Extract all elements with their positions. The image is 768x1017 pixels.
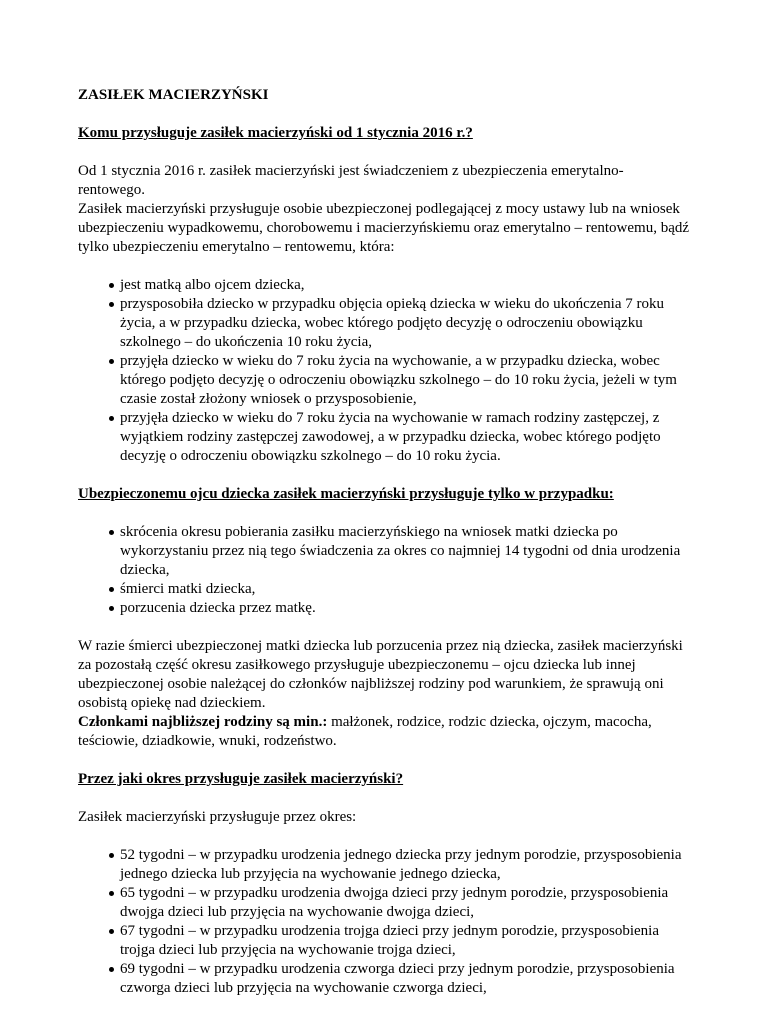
family-members-line (78, 713, 690, 751)
list-item (78, 922, 690, 960)
list-item (78, 846, 690, 884)
section1-intro-line-2: Zasiłek macierzyński przysługuje osobie ubezpieczonej podlegającej z mocy ustawy lub na wniosek ubezpieczeniu wypadkowemu, chorobowemu i macierzyńskiemu oraz emerytalno – rentowemu, bądź tylko ubezpieczeniu emerytalno – rentowemu, która: (78, 201, 690, 255)
section1-bullet-list (78, 276, 690, 466)
document-content (78, 86, 690, 1017)
section2-paragraph-block (78, 637, 690, 751)
list-item (78, 960, 690, 998)
list-item-text: porzucenia dziecka przez matkę. (120, 600, 316, 616)
section1-intro (78, 162, 690, 257)
list-item (78, 276, 690, 295)
list-item-text: 69 tygodni – w przypadku urodzenia czworga dzieci przy jednym porodzie, przysposobienia czworga dzieci lub przyjęcia na wychowanie czworga dzieci, (120, 961, 675, 996)
list-item-text: przyjęła dziecko w wieku do 7 roku życia na wychowanie w ramach rodziny zastępczej, z wyjątkiem rodziny zastępczej zawodowej, a w przypadku dziecka, wobec którego podjęto decyzję o odroczeniu obowiązku szkolnego – do 10 roku życia. (120, 410, 661, 464)
list-item (78, 580, 690, 599)
list-item (78, 352, 690, 409)
list-item-text: przyjęła dziecko w wieku do 7 roku życia na wychowanie, a w przypadku dziecka, wobec którego podjęto decyzję o odroczeniu obowiązku szkolnego – do 10 roku życia, jeżeli w tym czasie został złożony wniosek o przysposobienie, (120, 353, 677, 407)
section2-heading: Ubezpieczonemu ojcu dziecka zasiłek macierzyński przysługuje tylko w przypadku: (78, 486, 614, 502)
section3-bullet-list (78, 846, 690, 998)
section3-intro: Zasiłek macierzyński przysługuje przez okres: (78, 809, 357, 825)
list-item-text: jest matką albo ojcem dziecka, (120, 277, 305, 293)
list-item-text: skrócenia okresu pobierania zasiłku macierzyńskiego na wniosek matki dziecka po wykorzystaniu przez nią tego świadczenia za okres co najmniej 14 tygodni od dnia urodzenia dziecka, (120, 524, 681, 578)
list-item (78, 409, 690, 466)
list-item (78, 295, 690, 352)
list-item-text: śmierci matki dziecka, (120, 581, 256, 597)
family-members-text: małżonek, rodzice, rodzic dziecka, ojczym, macocha, teściowie, dziadkowie, wnuki, rodzeństwo. (78, 714, 652, 749)
list-item (78, 884, 690, 922)
list-item-text: 67 tygodni – w przypadku urodzenia trojga dzieci przy jednym porodzie, przysposobienia trojga dzieci lub przyjęcia na wychowanie trojga dzieci, (120, 923, 660, 958)
list-item-text: 52 tygodni – w przypadku urodzenia jednego dziecka przy jednym porodzie, przysposobienia jednego dziecka lub przyjęcia na wychowanie jednego dziecka, (120, 847, 682, 882)
list-item (78, 523, 690, 580)
section1-intro-line-1: Od 1 stycznia 2016 r. zasiłek macierzyński jest świadczeniem z ubezpieczenia emerytalno- rentowego. (78, 163, 624, 198)
list-item-text: przysposobiła dziecko w przypadku objęcia opieką dziecka w wieku do ukończenia 7 roku życia, a w przypadku dziecka, wobec którego podjęto decyzję o odroczeniu obowiązku szkolnego – do ukończenia 10 roku życia, (120, 296, 664, 350)
section1-heading: Komu przysługuje zasiłek macierzyński od 1 stycznia 2016 r.? (78, 125, 473, 141)
family-members-label: Członkami najbliższej rodziny są min.: (78, 714, 328, 730)
section3-heading: Przez jaki okres przysługuje zasiłek macierzyński? (78, 771, 404, 787)
list-item (78, 599, 690, 618)
section2-paragraph: W razie śmierci ubezpieczonej matki dziecka lub porzucenia przez nią dziecka, zasiłek macierzyński za pozostałą część okresu zasiłkowego przysługuje ubezpieczonemu – ojcu dziecka lub innej ubezpieczonej osobie należącej do członków najbliższej rodziny pod warunkiem, że sprawują oni osobistą opiekę nad dzieckiem. (78, 638, 683, 711)
section2-bullet-list (78, 523, 690, 618)
list-item-text: 65 tygodni – w przypadku urodzenia dwojga dzieci przy jednym porodzie, przysposobienia dwojga dzieci lub przyjęcia na wychowanie dwojga dzieci, (120, 885, 669, 920)
document-title: ZASIŁEK MACIERZYŃSKI (78, 87, 269, 103)
